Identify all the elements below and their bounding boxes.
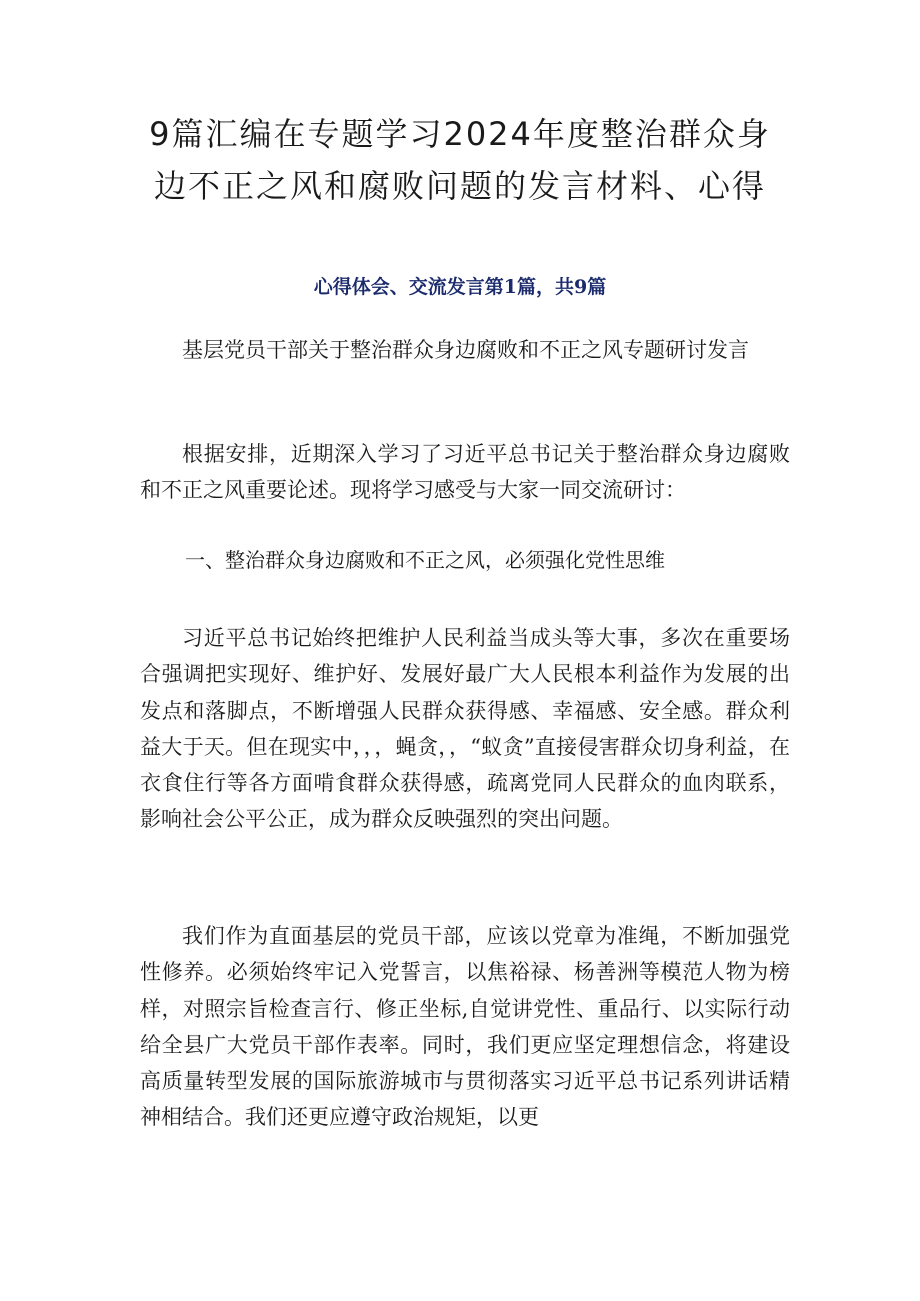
section-heading: 心得体会、交流发言第1篇，共9篇 bbox=[313, 276, 607, 298]
subheading-part-one: 一、整治群众身边腐败和不正之风，必须强化党性思维 bbox=[185, 548, 665, 572]
paragraph-speech-title: 基层党员干部关于整治群众身边腐败和不正之风专题研讨发言 bbox=[182, 338, 749, 362]
paragraph-intro: 根据安排，近期深入学习了习近平总书记关于整治群众身边腐败和不正之风重要论述。现将学习感受与大家一同交流研讨： bbox=[140, 442, 790, 503]
document-title-line-1: 9篇汇编在专题学习2024年度整治群众身 bbox=[149, 115, 771, 153]
paragraph-body-2: 我们作为直面基层的党员干部，应该以党章为准绳，不断加强党性修养。必须始终牢记入党誓言，以焦裕禄、杨善洲等模范人物为榜样，对照宗旨检查言行、修正坐标,自觉讲党性、重品行、以实际行动给全县广大党员干部作表率。同时，我们更应坚定理想信念，将建设高质量转型发展的国际旅游城市与贯彻落实习近平总书记系列讲话精神相结合。我们还更应遵守政治规矩，以更 bbox=[140, 924, 790, 1130]
document-title bbox=[140, 108, 780, 212]
document-title-line-2: 边不正之风和腐败问题的发言材料、心得 bbox=[153, 167, 766, 205]
paragraph-body-1: 习近平总书记始终把维护人民利益当成头等大事，多次在重要场合强调把实现好、维护好、发展好最广大人民根本利益作为发展的出发点和落脚点，不断增强人民群众获得感、幸福感、安全感。群众利益大于天。但在现实中，，，蝇贪，，“蚁贪”直接侵害群众切身利益，在衣食住行等各方面啃食群众获得感，疏离党同人民群众的血肉联系，影响社会公平公正，成为群众反映强烈的突出问题。 bbox=[140, 626, 790, 832]
